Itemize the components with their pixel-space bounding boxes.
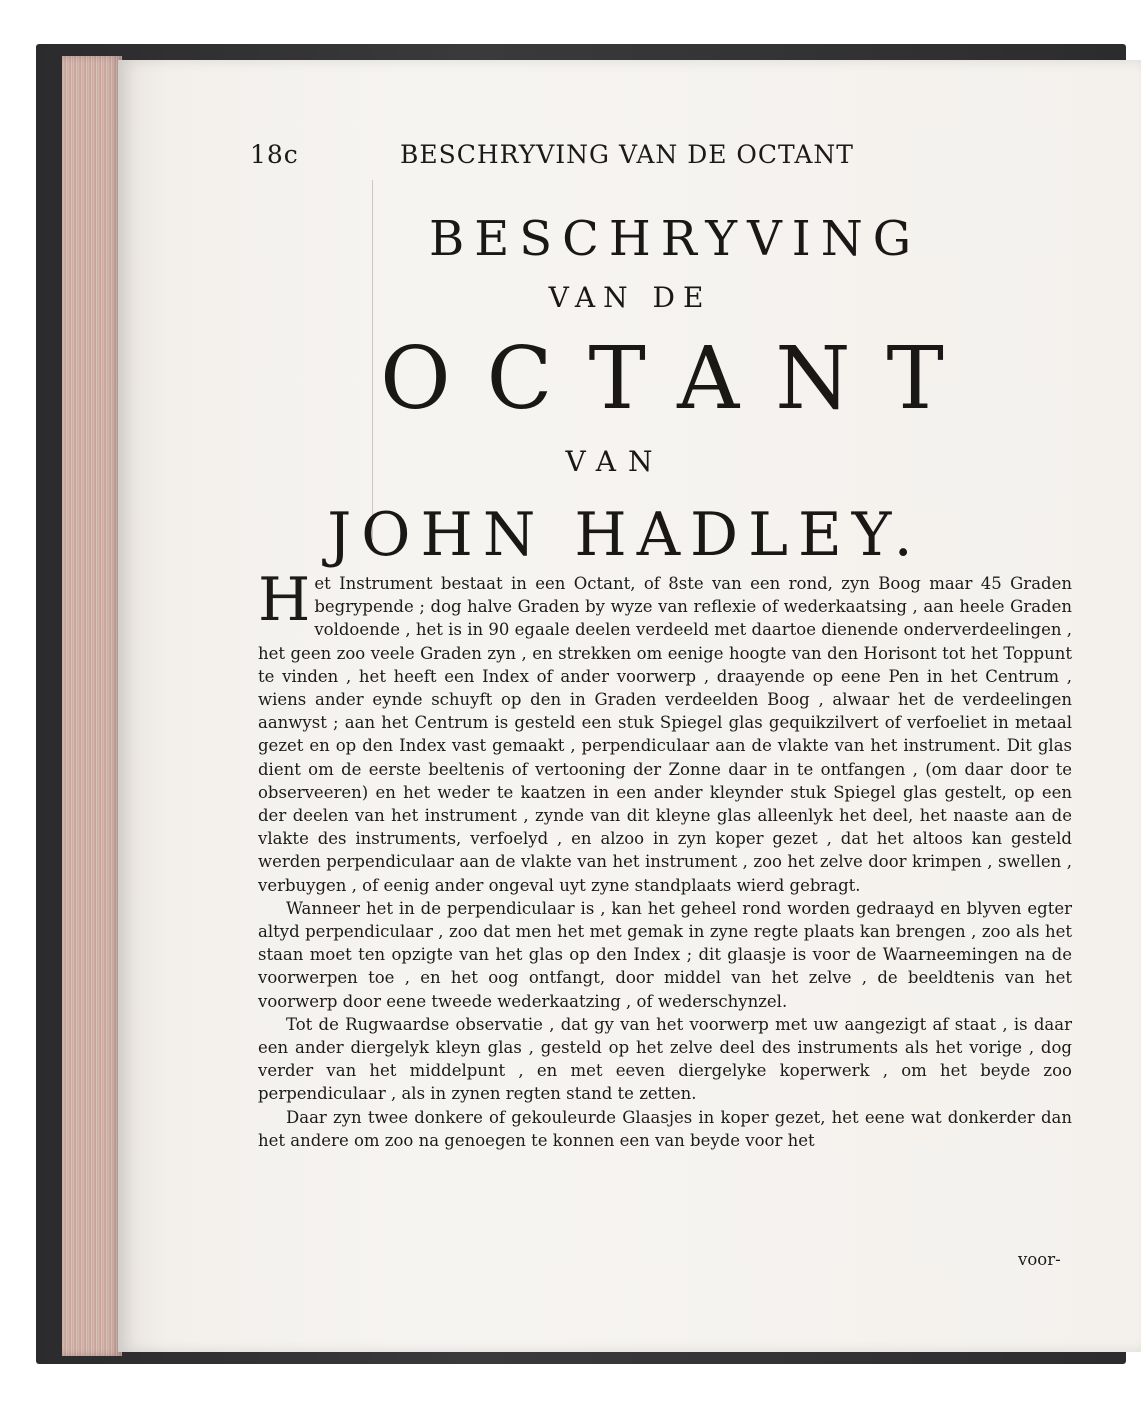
title-line-3: OCTANT <box>380 329 980 429</box>
title-line-1: BESCHRYVING <box>428 211 922 267</box>
page-edges <box>62 56 122 1356</box>
running-title: BESCHRYVING VAN DE OCTANT <box>400 140 854 169</box>
paragraph-3: Tot de Rugwaardse observatie , dat gy van het voorwerp met uw aangezigt af staat , is daar een ander diergelyk kleyn glas , gesteld op het zelve deel des instruments als het vorige , dog verder van het middelpunt , en met eeven diergelyke koperwerk , om het beyde zoo perpendiculaar , als in zynen regten stand te zetten. <box>258 1014 1072 1104</box>
title-line-2: VAN DE <box>548 281 712 314</box>
paragraph-1 <box>258 565 1072 897</box>
body-text <box>258 565 1072 1152</box>
paragraph-1-text: et Instrument bestaat in een Octant, of 8ste van een rond, zyn Boog maar 45 Graden begrypende ; dog halve Graden by wyze van reflexie of wederkaatsing , aan heele Graden voldoende , het is in 90 egaale deelen verdeeld met daartoe dienende onderverdeelingen , het geen zoo veele Graden zyn , en strekken om eenige hoogte van den Horisont tot het Toppunt te vinden , het heeft een Index of ander voorwerp , draayende op eene Pen in het Centrum , wiens ander eynde schuyft op den in Graden verdeelden Boog , alwaar het de verdeelingen aanwyst ; aan het Centrum is gesteld een stuk Spiegel glas gequikzilvert of verfoeliet in metaal gezet en op den Index vast gemaakt , perpendiculaar aan de vlakte van het instrument. Dit glas dient om de eerste beeltenis of vertooning der Zonne daar in te ontfangen , (om daar door te observeeren) en het weder te kaatzen in een ander kleynder stuk Spiegel glas gestelt, op een der deelen van het instrument , zynde van dit kleyne glas alleenlyk het deel, het naaste aan de vlakte des instruments, verfoelyd , en alzoo in zyn koper gezet , dat het altoos kan gesteld werden perpendiculaar aan de vlakte van het instrument , zoo het zelve door krimpen , swellen , verbuygen , of eenig ander ongeval uyt zyne standplaats wierd gebragt. <box>258 574 1072 895</box>
paragraph-2: Wanneer het in de perpendiculaar is , kan het geheel rond worden gedraayd en blyven egter altyd perpendiculaar , zoo dat men het met gemak in zyne regte plaats kan brengen , zoo als het staan moet ten opzigte van het glas op den Index ; dit glaasje is voor de Waarneemingen na de voorwerpen toe , en het oog ontfangt, door middel van het zelve , de beeldtenis van het voorwerp door eene tweede wederkaatzing , of wederschynzel. <box>258 898 1072 1011</box>
title-line-4: VAN <box>565 445 665 478</box>
page-number: 18c <box>250 140 299 169</box>
catchword: voor- <box>1018 1250 1061 1269</box>
drop-cap: H <box>258 565 311 635</box>
title-line-5: JOHN HADLEY. <box>327 500 923 570</box>
title-block <box>270 210 1070 576</box>
running-head <box>250 134 970 174</box>
paragraph-4: Daar zyn twee donkere of gekoulеurde Glaasjes in koper gezet, het eene wat donkerder dan het andere om zoo na genoegen te konnen een van beyde voor het <box>258 1107 1072 1150</box>
